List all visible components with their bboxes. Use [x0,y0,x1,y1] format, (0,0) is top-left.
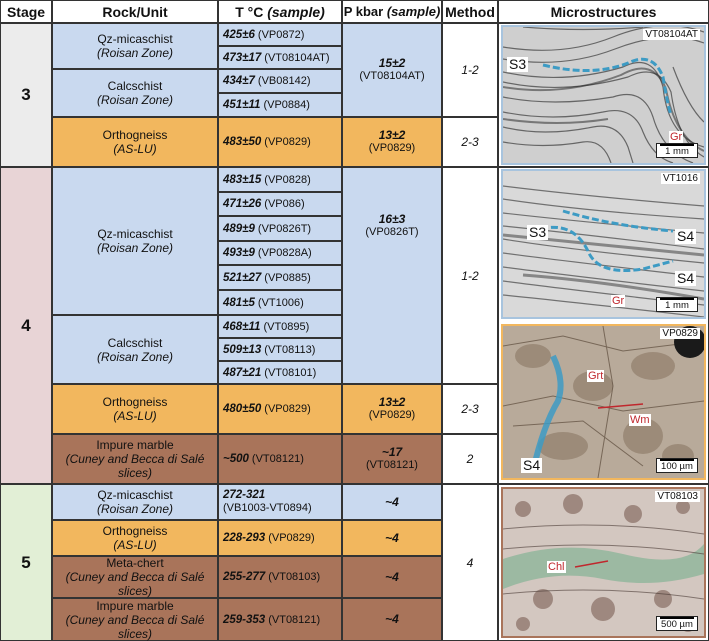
header-pres-sample: (sample) [386,4,441,19]
dashed-separator [60,68,218,69]
foliation-label: S3 [509,56,527,72]
unit-location: (Cuney and Becca di Salé slices) [65,570,205,598]
header-stage [0,0,52,23]
header-temp-text: T °C [235,3,264,20]
mineral-label: Chl [548,561,565,573]
foliation-label: S4 [677,270,695,286]
temp-cell [218,434,342,484]
temp-value: 255-277 [223,571,266,583]
temp-value: 489±9 [223,222,255,235]
temp-value: 272-321 [223,489,266,501]
temp-sample: (VP0826T) [257,222,312,235]
unit-orthogneiss-s4 [52,384,218,434]
pressure-value: 15±2 [378,56,406,70]
temp-cell [218,69,342,93]
pressure-cell [342,434,442,484]
micrograph-id: VT08104AT [645,29,698,40]
unit-meta-chert-s5 [52,556,218,598]
unit-qz-micaschist-s4 [52,167,218,315]
unit-location: (Roisan Zone) [96,502,174,516]
unit-name: Impure marble [96,438,174,452]
temp-sample: (VT08121) [268,613,321,626]
method-cell [442,23,498,117]
pressure-sample: (VT08121) [366,459,418,471]
temp-cell [218,484,342,520]
foliation-label: S4 [523,457,541,473]
temp-value: 228-293 [223,532,266,544]
micrograph-vt08103 [501,487,706,638]
header-pres-text: P kbar [343,4,384,19]
temp-cell [218,384,342,434]
stage-4 [0,167,52,484]
pressure-value: ~4 [385,569,399,584]
unit-orthogneiss-s3 [52,117,218,167]
temp-value: 434±7 [223,75,255,87]
method-cell [442,167,498,384]
method-value: 4 [466,555,474,570]
temp-sample: (VT08103) [268,571,321,583]
pressure-value: ~4 [385,494,399,509]
micrograph-id: VT1016 [662,173,698,184]
method-cell [442,434,498,484]
scale-bar [656,616,698,631]
mineral-label: Gr [670,131,683,143]
pressure-value: ~4 [385,530,399,545]
header-micro [498,0,709,23]
temp-cell [218,241,342,265]
temp-sample: (VT08101) [264,366,317,379]
temp-sample: (VP0828) [264,173,311,186]
micrograph-vt08104at [501,25,706,165]
mineral-label: Grt [588,370,604,382]
pressure-sample: (VP0826T) [365,226,419,238]
temp-cell [218,265,342,290]
temp-cell [218,46,342,69]
mineral-label: Gr [612,295,625,307]
temp-value: 259-353 [223,613,266,626]
temp-value: 471±26 [223,198,262,210]
temp-value: 473±17 [223,51,262,64]
temp-sample: (VP0829) [264,403,311,415]
header-rock [52,0,218,23]
temp-sample: (VB1003-VT0894) [223,502,312,514]
method-cell [442,384,498,434]
temp-sample: (VT08104AT) [264,51,330,64]
header-micro-text: Microstructures [550,3,657,20]
method-value: 2 [466,452,474,466]
pressure-sample: (VP0829) [368,142,416,154]
unit-name: Orthogneiss [102,524,168,538]
header-method [442,0,498,23]
micrograph-id: VP0829 [662,328,698,339]
unit-name: Impure marble [96,598,174,613]
stage-3 [0,23,52,167]
pressure-cell [342,23,442,117]
temp-sample: (VP0829) [268,532,315,544]
pressure-value: ~17 [381,445,403,459]
unit-location: (AS-LU) [113,538,157,552]
unit-name: Calcschist [107,335,163,350]
scale-label: 1 mm [665,300,689,311]
temp-cell [218,361,342,384]
scale-label: 500 µm [661,619,693,630]
method-cell [442,484,498,641]
temp-sample: (VT08121) [251,453,304,465]
temp-value: 483±15 [223,173,262,186]
pressure-value: 16±3 [378,212,406,226]
header-temp [218,0,342,23]
method-value: 1-2 [461,268,479,283]
unit-location: (Cuney and Becca di Salé slices) [65,452,205,480]
temp-cell [218,216,342,241]
method-cell [442,117,498,167]
temp-sample: (VP0828A) [257,247,312,259]
unit-name: Qz-micaschist [97,488,173,502]
scale-bar [656,143,698,158]
pressure-cell [342,167,442,384]
temp-cell [218,290,342,315]
stage-5-label: 5 [21,552,31,572]
temp-cell [218,192,342,216]
header-pres [342,0,442,23]
unit-name: Meta-chert [106,556,164,570]
unit-impure-marble-s5 [52,598,218,641]
pressure-cell [342,484,442,520]
unit-location: (Roisan Zone) [96,241,174,255]
temp-cell [218,315,342,338]
pressure-cell [342,117,442,167]
temp-value: 509±13 [223,343,262,356]
temp-value: 451±11 [223,99,261,111]
temp-cell [218,93,342,117]
temp-value: 468±11 [223,320,261,333]
temp-sample: (VP0885) [264,271,311,284]
header-stage-text: Stage [6,3,46,20]
header-method-text: Method [445,3,495,20]
temp-sample: (VB08142) [257,75,311,87]
foliation-label: S4 [677,228,695,244]
method-value: 1-2 [461,63,479,77]
micrograph-vt1016 [501,169,706,319]
stage-3-label: 3 [21,85,31,104]
method-value: 2-3 [461,135,479,149]
temp-cell [218,598,342,641]
unit-name: Orthogneiss [102,128,168,142]
pressure-cell [342,556,442,598]
scale-bar [656,458,698,473]
unit-name: Qz-micaschist [97,32,173,46]
unit-calcschist-s4 [52,315,218,384]
pressure-value: 13±2 [378,395,406,409]
unit-name: Orthogneiss [102,395,168,409]
temp-sample: (VP0872) [257,28,305,41]
unit-location: (Roisan Zone) [96,93,174,107]
temp-sample: (VP086) [264,198,305,210]
unit-location: (AS-LU) [113,142,157,156]
micrograph-vp0829 [501,324,706,480]
mineral-label: Wm [630,414,650,426]
unit-location: (Roisan Zone) [96,46,174,60]
pressure-cell [342,598,442,641]
unit-location: (AS-LU) [113,409,157,423]
unit-name: Calcschist [107,79,163,93]
foliation-label: S3 [529,224,547,240]
temp-sample: (VT0895) [263,320,310,333]
temp-value: 493±9 [223,247,255,259]
unit-qz-micaschist-s5 [52,484,218,520]
micrograph-image [503,326,704,478]
pressure-value: ~4 [385,612,399,626]
temp-sample: (VP0829) [264,136,311,148]
temp-sample: (VT1006) [257,296,304,309]
unit-name: Qz-micaschist [97,227,173,241]
unit-location: (Cuney and Becca di Salé slices) [65,612,205,641]
temp-value: 480±50 [223,403,262,415]
temp-value: ~500 [223,453,249,465]
temp-sample: (VP0884) [263,99,310,111]
unit-orthogneiss-s5 [52,520,218,556]
unit-impure-marble-s4 [52,434,218,484]
temp-value: 487±21 [223,366,262,379]
temp-cell [218,556,342,598]
unit-qz-micaschist-s3 [52,23,218,69]
header-rock-text: Rock/Unit [102,3,168,20]
temp-cell [218,167,342,192]
header-temp-sample: (sample) [267,3,325,20]
stage-5 [0,484,52,641]
pressure-cell [342,384,442,434]
temp-value: 483±50 [223,136,262,148]
method-value: 2-3 [461,402,479,416]
unit-location: (Roisan Zone) [96,349,174,364]
pressure-value: 13±2 [378,128,406,142]
micrograph-image [503,489,704,636]
temp-cell [218,23,342,46]
temp-value: 425±6 [223,28,255,41]
micrograph-id: VT08103 [657,491,698,502]
temp-cell [218,117,342,167]
pressure-sample: (VP0829) [368,409,416,421]
temp-value: 521±27 [223,271,262,284]
temp-value: 481±5 [223,296,255,309]
pressure-sample: (VT08104AT) [359,70,425,82]
temp-cell [218,338,342,361]
stage-4-label: 4 [21,315,31,335]
unit-calcschist-s3 [52,69,218,117]
temp-sample: (VT08113) [264,343,316,356]
scale-label: 1 mm [665,146,689,157]
scale-label: 100 µm [661,461,693,472]
micrograph-image [503,171,704,317]
temp-cell [218,520,342,556]
dashed-separator [60,314,218,315]
scale-bar [656,297,698,312]
pressure-cell [342,520,442,556]
